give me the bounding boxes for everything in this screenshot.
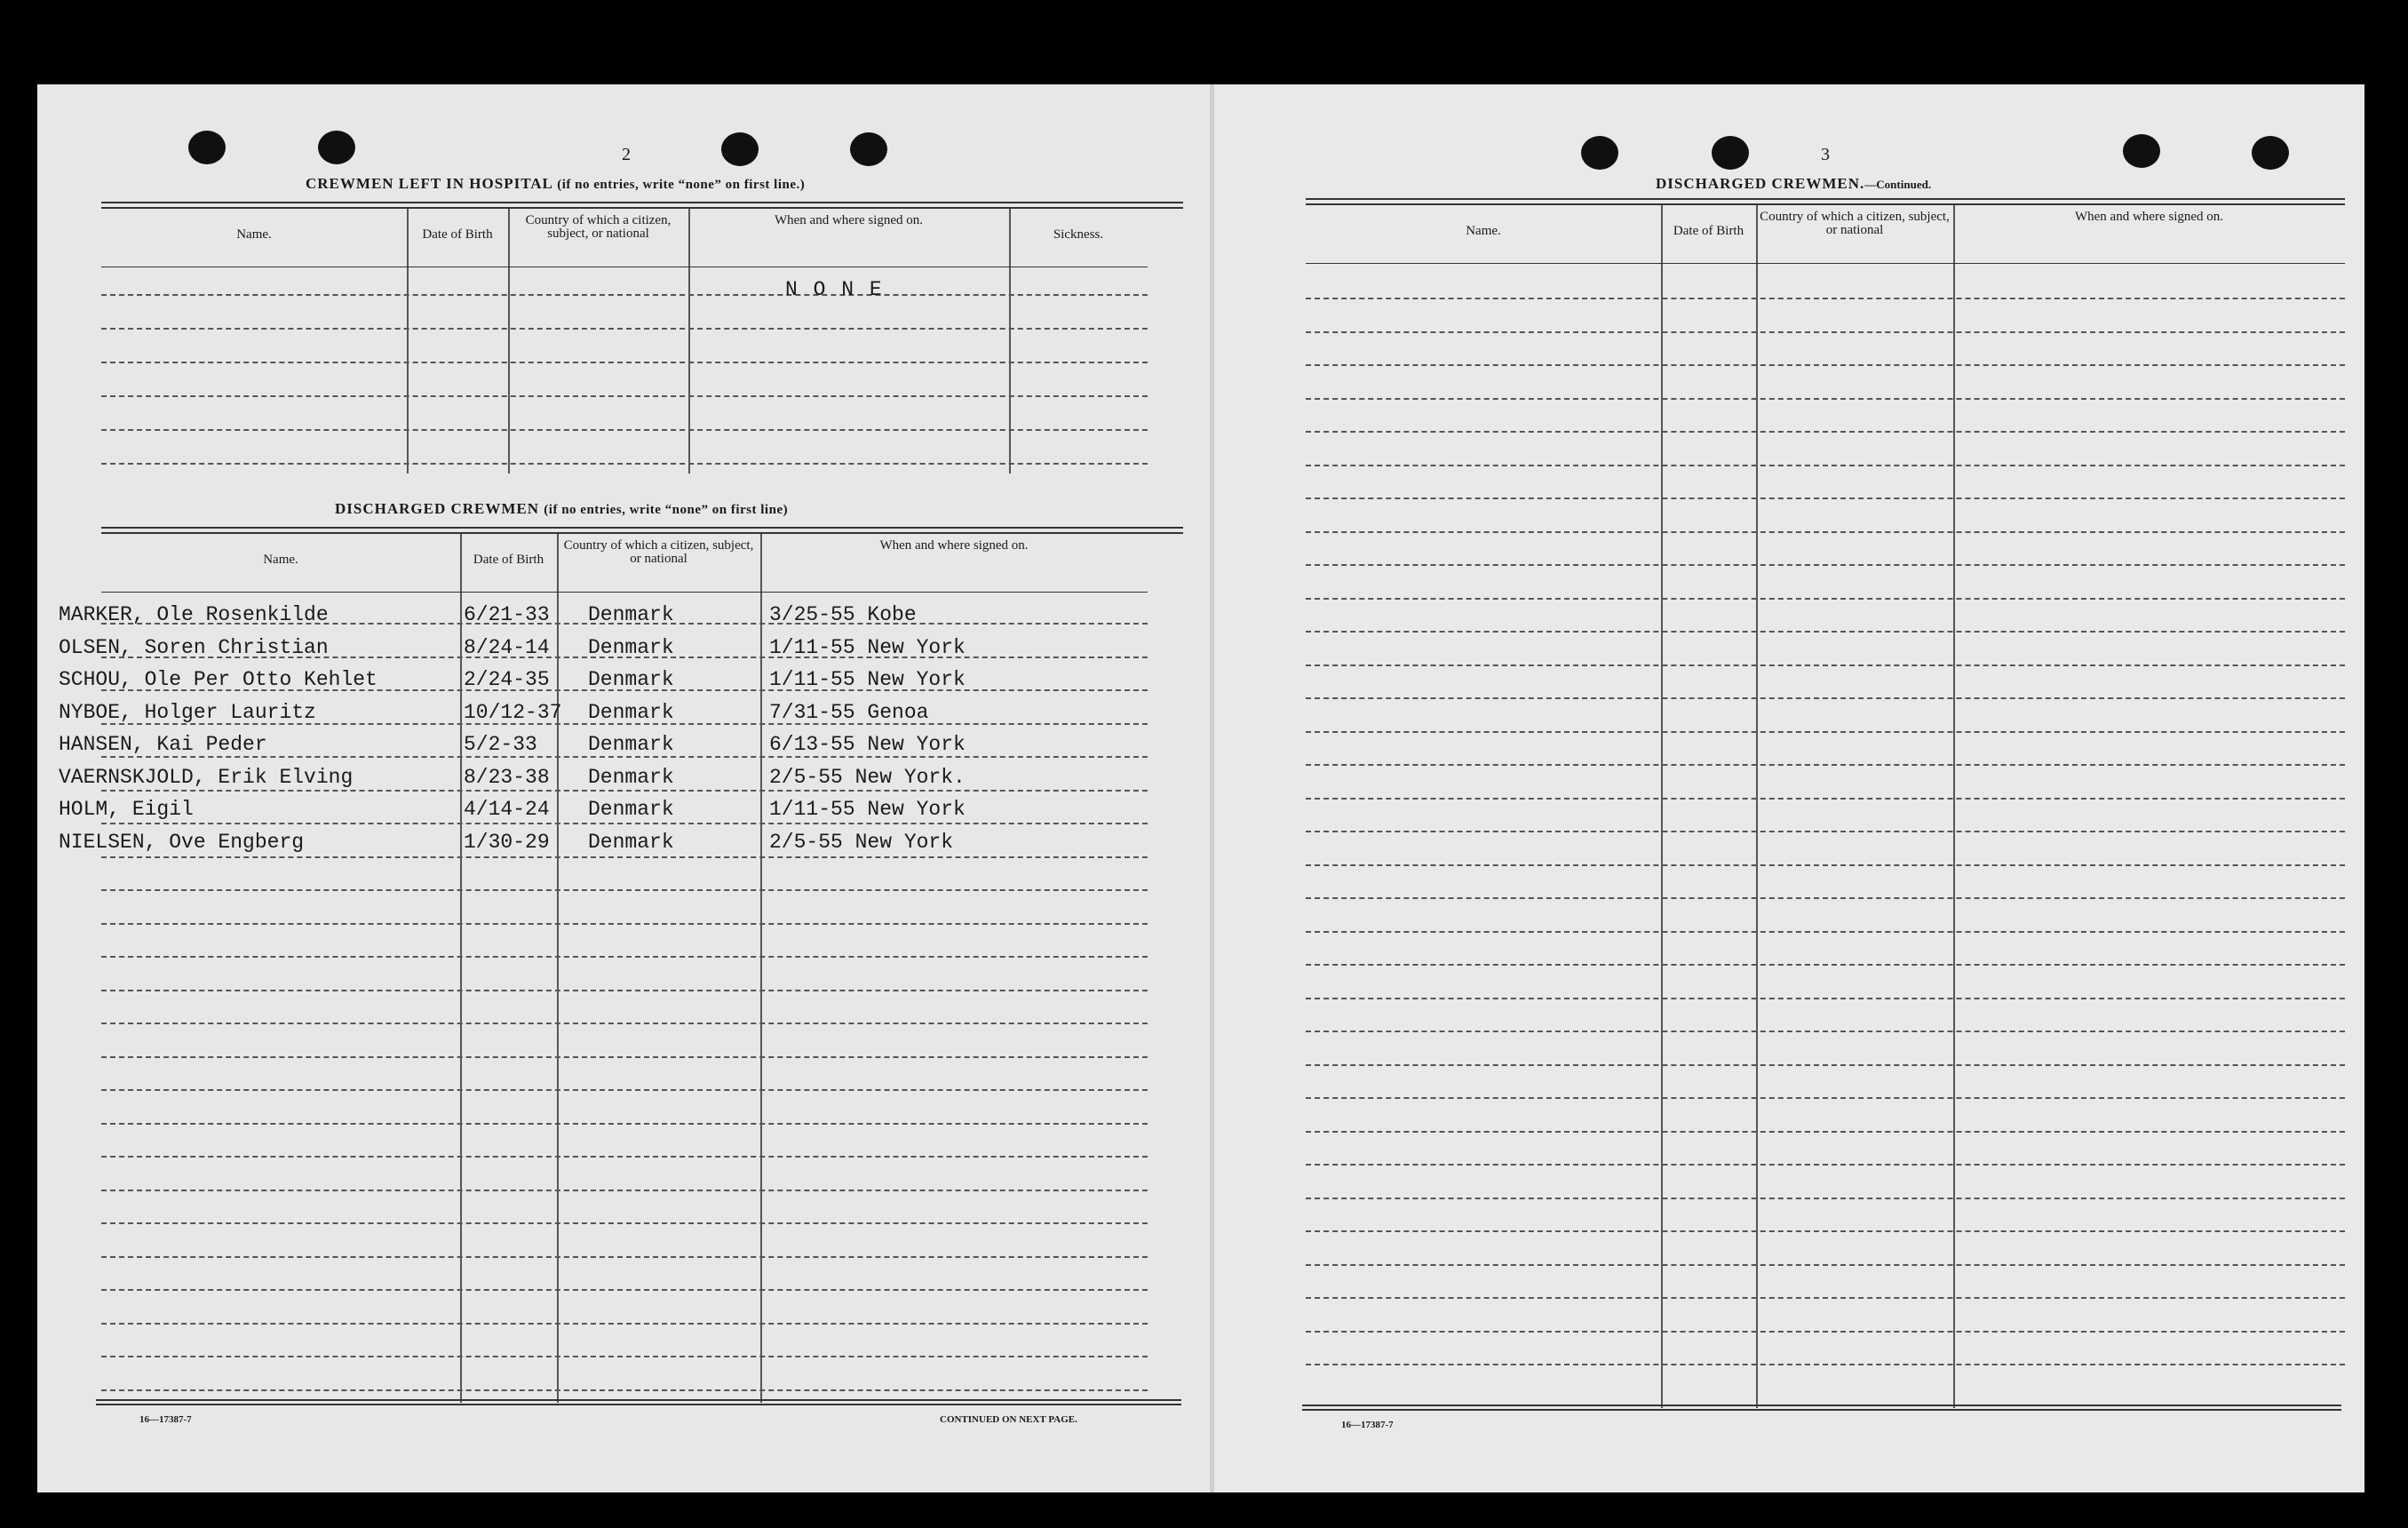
ruled-line <box>101 1123 1148 1125</box>
ruled-line <box>101 395 1148 397</box>
discharged-section-title <box>335 500 788 518</box>
divider <box>101 527 1183 529</box>
table-row <box>37 668 1148 698</box>
crew-signed-on: 7/31-55 Genoa <box>769 700 929 724</box>
crew-country: Denmark <box>588 603 674 626</box>
ruled-line <box>1306 1131 2345 1133</box>
crew-name: VAERNSKJOLD, Erik Elving <box>59 765 354 789</box>
right-title-text: DISCHARGED CREWMEN. <box>1656 175 1865 192</box>
ruled-line <box>1306 697 2345 699</box>
ruled-line <box>101 1256 1148 1258</box>
punch-hole <box>318 131 355 164</box>
form-number: 16—17387-7 <box>139 1414 192 1425</box>
table-row <box>37 603 1148 633</box>
crew-signed-on: 2/5-55 New York <box>769 830 954 854</box>
ruled-line <box>101 1289 1148 1291</box>
column-header: Name. <box>236 227 272 242</box>
crew-name: HANSEN, Kai Peder <box>59 733 267 756</box>
continued-footer: CONTINUED ON NEXT PAGE. <box>940 1414 1077 1425</box>
crew-name: NIELSEN, Ove Engberg <box>59 830 305 854</box>
ruled-line <box>1306 497 2345 499</box>
column-header: Date of Birth <box>473 553 544 567</box>
page-number: 3 <box>1821 145 1830 164</box>
ruled-line <box>1306 398 2345 400</box>
crew-country: Denmark <box>588 635 674 659</box>
column-header: Date of Birth <box>1673 224 1744 238</box>
hospital-title-text: CREWMEN LEFT IN HOSPITAL <box>306 175 552 192</box>
crew-date-of-birth: 6/21-33 <box>464 603 550 626</box>
column-header: Sickness. <box>1053 227 1104 242</box>
column-divider <box>407 209 409 474</box>
crew-country: Denmark <box>588 765 674 789</box>
table-row <box>37 636 1148 666</box>
column-header: Country of which a citizen, subject, or national <box>563 538 754 566</box>
ruled-line <box>1306 631 2345 633</box>
table-row <box>37 733 1148 763</box>
divider <box>101 202 1183 203</box>
ruled-line <box>1306 1097 2345 1099</box>
crew-date-of-birth: 8/24-14 <box>464 635 550 659</box>
table-row <box>37 798 1148 828</box>
discharged-note: (if no entries, write “none” on first line) <box>544 503 789 517</box>
table-row <box>37 831 1148 861</box>
ruled-line <box>101 1356 1148 1357</box>
crew-signed-on: 1/11-55 New York <box>769 668 966 691</box>
ruled-line <box>1306 764 2345 766</box>
ruled-line <box>101 362 1148 363</box>
left-page <box>37 84 1210 1492</box>
column-header: Country of which a citizen, subject, or national <box>525 213 672 241</box>
hospital-none-entry: N O N E <box>785 278 884 301</box>
ruled-line <box>101 1056 1148 1058</box>
ruled-line <box>101 990 1148 991</box>
column-header: Country of which a citizen, subject, or national <box>1760 210 1950 237</box>
ruled-line <box>101 1023 1148 1024</box>
ruled-line <box>1306 864 2345 866</box>
punch-hole <box>188 131 226 164</box>
column-header: Name. <box>1466 224 1501 238</box>
ruled-line <box>1306 1331 2345 1333</box>
table-row <box>37 701 1148 731</box>
ruled-line <box>1306 1297 2345 1299</box>
column-header: When and where signed on. <box>774 213 924 227</box>
ruled-line <box>1306 665 2345 666</box>
ruled-line <box>1306 897 2345 899</box>
ruled-line <box>101 1156 1148 1158</box>
ruled-line <box>1306 964 2345 966</box>
column-header: Date of Birth <box>422 227 493 242</box>
column-divider <box>1953 205 1955 1408</box>
crew-date-of-birth: 8/23-38 <box>464 765 550 789</box>
ruled-line <box>1306 1364 2345 1365</box>
ruled-line <box>1306 598 2345 600</box>
crew-signed-on: 2/5-55 New York. <box>769 765 966 789</box>
ruled-line <box>1306 998 2345 999</box>
crew-date-of-birth: 5/2-33 <box>464 733 537 756</box>
crew-signed-on: 3/25-55 Kobe <box>769 603 917 626</box>
crew-date-of-birth: 10/12-37 <box>464 700 562 724</box>
ruled-line <box>1306 831 2345 832</box>
crew-signed-on: 6/13-55 New York <box>769 733 966 756</box>
crew-name: SCHOU, Ole Per Otto Kehlet <box>59 668 377 691</box>
column-divider <box>688 209 690 474</box>
ruled-line <box>1306 298 2345 299</box>
divider <box>1306 198 2345 200</box>
ruled-line <box>101 294 1148 296</box>
page-number: 2 <box>622 145 631 164</box>
punch-hole <box>1712 136 1749 170</box>
ruled-line <box>1306 564 2345 566</box>
ruled-line <box>101 1089 1148 1091</box>
divider <box>101 207 1183 209</box>
divider <box>96 1404 1181 1405</box>
hospital-section-title <box>306 175 805 193</box>
ruled-line <box>1306 431 2345 433</box>
crew-country: Denmark <box>588 798 674 821</box>
discharged-title-text: DISCHARGED CREWMEN <box>335 500 540 517</box>
ruled-line <box>101 923 1148 925</box>
ruled-line <box>1306 1164 2345 1166</box>
ruled-line <box>1306 1264 2345 1266</box>
ruled-line <box>101 1323 1148 1325</box>
ruled-line <box>1306 1031 2345 1032</box>
ruled-line <box>1306 1198 2345 1199</box>
crew-name: MARKER, Ole Rosenkilde <box>59 603 329 626</box>
crew-signed-on: 1/11-55 New York <box>769 798 966 821</box>
crew-country: Denmark <box>588 733 674 756</box>
ruled-line <box>1306 931 2345 933</box>
hospital-note: (if no entries, write “none” on first line.) <box>557 178 806 192</box>
ruled-line <box>101 1190 1148 1191</box>
right-page <box>1214 84 2364 1492</box>
crew-date-of-birth: 1/30-29 <box>464 830 550 854</box>
ruled-line <box>1306 1230 2345 1232</box>
crew-country: Denmark <box>588 830 674 854</box>
ruled-line <box>101 463 1148 465</box>
header-rule <box>1306 263 2345 264</box>
ruled-line <box>101 889 1148 891</box>
crew-date-of-birth: 2/24-35 <box>464 668 550 691</box>
crew-name: NYBOE, Holger Lauritz <box>59 700 316 724</box>
right-title-suffix: —Continued. <box>1864 178 1932 191</box>
ruled-line <box>1306 465 2345 466</box>
ruled-line <box>101 956 1148 958</box>
crew-date-of-birth: 4/14-24 <box>464 798 550 821</box>
punch-hole <box>721 132 759 166</box>
column-divider <box>1009 209 1011 474</box>
table-row <box>37 766 1148 796</box>
divider <box>101 532 1183 534</box>
form-number: 16—17387-7 <box>1341 1420 1394 1430</box>
divider <box>1302 1405 2341 1406</box>
column-divider <box>1661 205 1663 1408</box>
crew-signed-on: 1/11-55 New York <box>769 635 966 659</box>
punch-hole <box>2123 134 2160 168</box>
divider <box>96 1399 1181 1401</box>
crew-name: HOLM, Eigil <box>59 798 194 821</box>
ruled-line <box>1306 364 2345 366</box>
crew-name: OLSEN, Soren Christian <box>59 635 329 659</box>
ruled-line <box>1306 331 2345 333</box>
punch-hole <box>2252 136 2289 170</box>
column-divider <box>1756 205 1758 1408</box>
ruled-line <box>1306 531 2345 533</box>
header-rule <box>101 592 1148 593</box>
right-section-title <box>1656 175 1931 193</box>
ruled-line <box>1306 798 2345 800</box>
divider <box>1306 203 2345 205</box>
ruled-line <box>101 328 1148 330</box>
column-header: Name. <box>263 553 298 567</box>
ruled-line <box>101 429 1148 431</box>
ruled-line <box>1306 1064 2345 1066</box>
crew-country: Denmark <box>588 668 674 691</box>
manifest-sheet <box>37 84 2364 1492</box>
divider <box>1302 1409 2341 1411</box>
ruled-line <box>101 1222 1148 1224</box>
punch-hole <box>850 132 887 166</box>
crew-country: Denmark <box>588 700 674 724</box>
punch-hole <box>1581 136 1618 170</box>
column-header: When and where signed on. <box>879 538 1029 553</box>
ruled-line <box>1306 731 2345 733</box>
column-divider <box>508 209 510 474</box>
column-header: When and where signed on. <box>2074 210 2224 224</box>
ruled-line <box>101 1389 1148 1391</box>
